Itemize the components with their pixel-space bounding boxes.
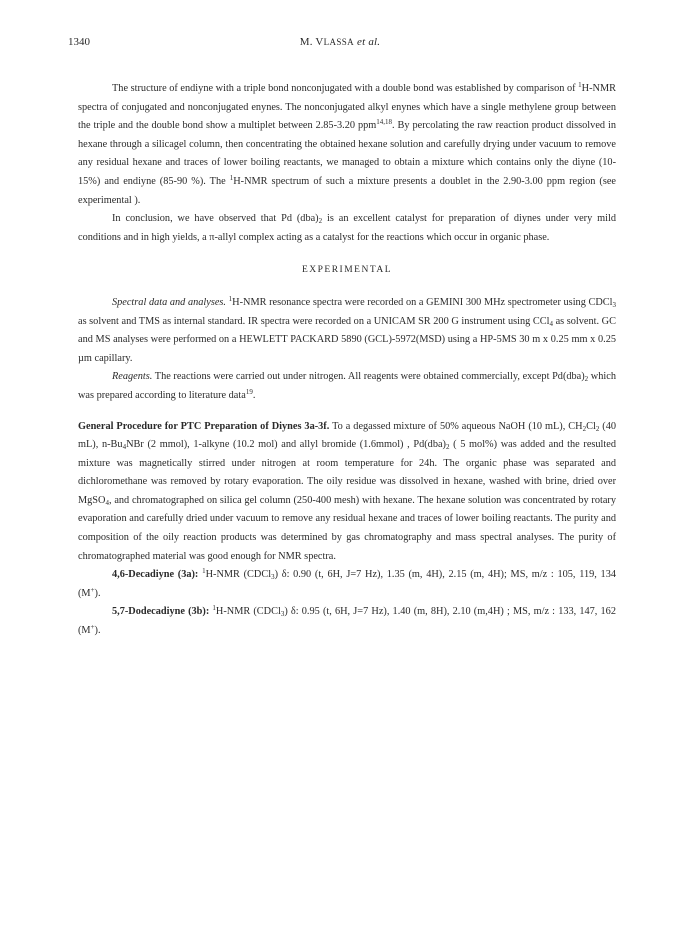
general-procedure-paragraph: General Procedure for PTC Preparation of Diynes 3a-3f. To a degassed mixture of 50% aqueous NaOH (10 mL), $CH_2Cl_2$ (40 mL), $n-Bu_4NBr$ (2 mmol), 1-alkyne (10.2 mol) and allyl bromide (1.6mmol) , $Pd(dba)_2$ ( 5 mol%) was added and the resulted mixture was magnetically stirred under nitrogen at room temperature for 24h. The organic phase was separated and dichloromethane was removed by rotary evaporation. The oily residue was dissolved in hexane, washed with brine, dried over MgSO$_4$, and chromatographed on silica gel column (250-400 mesh) with hexane. The hexane solution was concentrated by rotary evaporation and carefully dried under vacuum to remove any residual hexane and traces of lower boiling reactants. The purity and composition of the oily reaction products was determined by gas chromatography and mass spectral analyses. The purity of chromatographed material was good enough for NMR spectra.: [78, 420, 616, 562]
body-text: [78, 80, 616, 641]
page-number: 1340: [68, 36, 90, 48]
compound-3a-paragraph: 4,6-Decadiyne (3a): $^1$H-NMR (CDCl$_3$) δ: 0.90 (t, 6H, J=7 Hz), 1.35 (m, 4H), 2.15 (m, 4H); MS, m/z : 105, 119, 134 (M+).: [78, 567, 616, 599]
running-title: M. VLASSA et al.: [299, 36, 381, 48]
page-header: [0, 36, 680, 52]
compound-3b-paragraph: 5,7-Dodecadiyne (3b): $^1$H-NMR (CDCl$_3$) δ: 0.95 (t, 6H, J=7 Hz), 1.40 (m, 8H), 2.10 (m,4H) ; MS, m/z : 133, 147, 162 (M+).: [78, 604, 616, 637]
intro-paragraph-1: The structure of endiyne with a triple bond nonconjugated with a double bond was established by comparison of $^1$H-NMR spectra of conjugated and nonconjugated enynes. The nonconjugated alkyl enynes which have a single methylene group between the triple and the double bond show a multiplet between 2.85-3.20 ppm$^{14,18}$. By percolating the raw reaction product dissolved in hexane through a silicagel column, then concentrating the obtained hexane solution and carefully drying under vacuum to remove any residual hexane and traces of lower boiling reactants, we managed to obtain a mixture which contains only the diyne (10-15%) and endiyne (85-90 %). The $^1$H-NMR spectrum of such a mixture presents a doublet in the 2.90-3.00 ppm region (see experimental ).: [78, 81, 616, 206]
reagents-paragraph: Reagents. The reactions were carried out under nitrogen. All reagents were obtained commercially, except $Pd(dba)_2$ which was prepared according to literature data$^{19}$.: [78, 371, 616, 401]
spectral-paragraph: Spectral data and analyses. $^1$H-NMR resonance spectra were recorded on a GEMINI 300 MHz spectrometer using CDCl$_3$ as solvent and TMS as internal standard. IR spectra were recorded on a UNICAM SR 200 G instrument using CCl$_4$ as solvent. GC and MS analyses were performed on a HEWLETT PACKARD 5890 (GCL)-5972(MSD) using a HP-5MS 30 m x 0.25 mm x 0.25 µm capillary.: [78, 294, 617, 364]
section-heading-experimental: EXPERIMENTAL: [301, 265, 393, 276]
intro-paragraph-2: In conclusion, we have observed that Pd $(dba)_2$ is an excellent catalyst for preparation of diynes under very mild conditions and in high yields, a π-allyl complex acting as a catalyst for the reactions which occur in organic phase.: [78, 213, 617, 243]
